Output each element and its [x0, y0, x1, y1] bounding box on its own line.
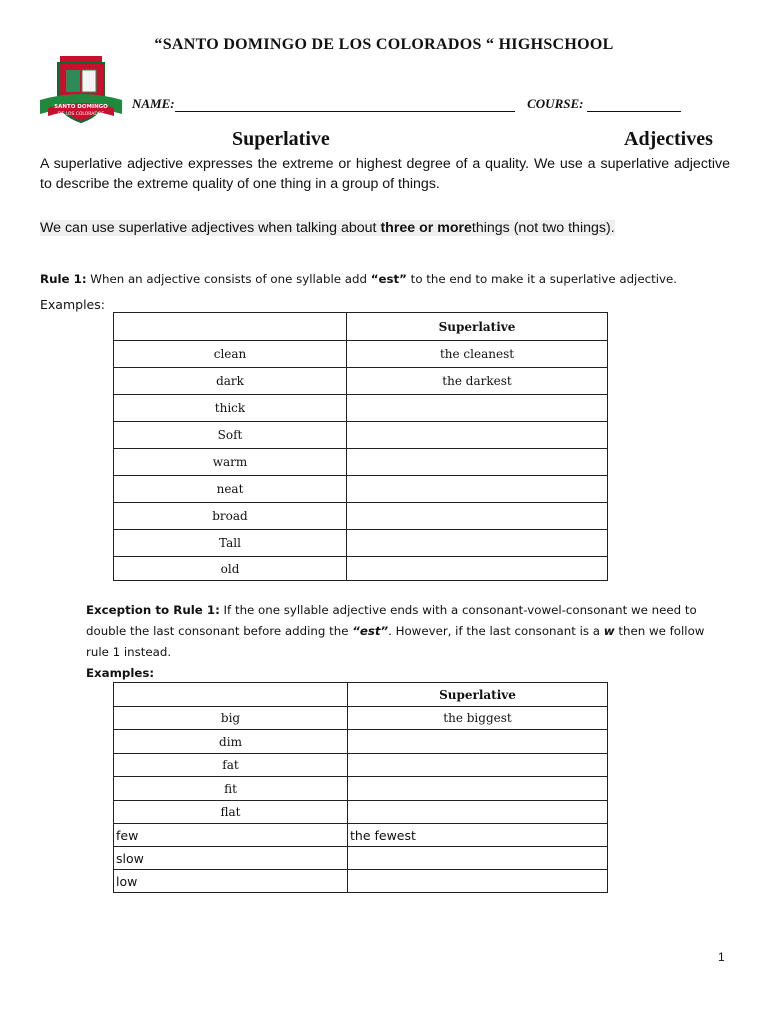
table-row [114, 503, 608, 530]
superlative-cell[interactable] [347, 395, 608, 422]
table-row [114, 707, 608, 730]
exception-est: “est” [352, 624, 389, 638]
title-right: Adjectives [624, 128, 713, 150]
adjective-cell: big [114, 707, 348, 730]
adjective-cell: few [114, 824, 348, 847]
table-row [114, 730, 608, 754]
superlative-cell[interactable]: the fewest [348, 824, 608, 847]
school-title: “SANTO DOMINGO DE LOS COLORADOS “ HIGHSCHOOL [154, 36, 614, 53]
adjective-cell: neat [114, 476, 347, 503]
page-number: 1 [718, 950, 725, 964]
intro-paragraph-2 [40, 218, 730, 238]
superlative-cell[interactable]: the biggest [348, 707, 608, 730]
svg-text:DE LOS COLORADOS: DE LOS COLORADOS [57, 112, 105, 117]
superlative-cell[interactable] [348, 777, 608, 801]
adjective-cell: flat [114, 801, 348, 824]
name-field[interactable] [175, 99, 515, 112]
intro-p2-pre: We can use superlative adjectives when talking about [40, 220, 381, 236]
superlative-cell[interactable]: the darkest [347, 368, 608, 395]
table-row [114, 368, 608, 395]
exception-w: w [603, 624, 615, 638]
rule1-examples-label: Examples: [40, 297, 105, 312]
table-row [114, 476, 608, 503]
adjective-cell: thick [114, 395, 347, 422]
school-crest-icon [38, 54, 124, 136]
superlative-cell[interactable] [347, 476, 608, 503]
rule1-text-pre: When an adjective consists of one syllable add [86, 272, 371, 286]
table-header-cell: Superlative [348, 683, 608, 707]
exception-examples-label: Examples: [86, 666, 155, 680]
adjective-cell: dark [114, 368, 347, 395]
adjective-cell: Soft [114, 422, 347, 449]
intro-p2-post: things (not two things). [471, 220, 615, 236]
intro-paragraph-1: A superlative adjective expresses the extreme or highest degree of a quality. We use a superlative adjective to describe the extreme quality of one thing in a group of things. [40, 156, 730, 192]
svg-text:SANTO DOMINGO: SANTO DOMINGO [54, 104, 108, 110]
table-row [114, 777, 608, 801]
exception-text-2: . However, if the last consonant is a [388, 624, 604, 638]
adjective-cell: slow [114, 847, 348, 870]
exception-label: Exception to Rule 1: [86, 603, 220, 617]
exception-table [113, 682, 608, 893]
table-header-cell [114, 313, 347, 341]
superlative-cell[interactable]: the cleanest [347, 341, 608, 368]
table-header-cell [114, 683, 348, 707]
exception-text-1: If the one syllable adjective ends with a consonant-vowel-consonant we need to double the last consonant before adding the [86, 603, 697, 638]
superlative-cell[interactable] [348, 754, 608, 777]
exception-text [86, 600, 726, 663]
exception-text-3: then we follow rule 1 instead. [86, 624, 705, 659]
adjective-cell: dim [114, 730, 348, 754]
superlative-cell[interactable] [347, 557, 608, 581]
adjective-cell: broad [114, 503, 347, 530]
table-row [114, 801, 608, 824]
rule1-text [40, 269, 740, 290]
table-row [114, 395, 608, 422]
adjective-cell: warm [114, 449, 347, 476]
adjective-cell: fit [114, 777, 348, 801]
table-row [114, 754, 608, 777]
superlative-cell[interactable] [347, 422, 608, 449]
course-field[interactable] [587, 99, 681, 112]
table-header-cell: Superlative [347, 313, 608, 341]
name-label: NAME: [132, 96, 175, 111]
superlative-cell[interactable] [347, 449, 608, 476]
table-row [114, 449, 608, 476]
name-course-line [132, 96, 681, 112]
school-logo [38, 54, 124, 136]
superlative-cell[interactable] [348, 847, 608, 870]
table-row [114, 341, 608, 368]
adjective-cell: Tall [114, 530, 347, 557]
adjective-cell: fat [114, 754, 348, 777]
superlative-cell[interactable] [347, 503, 608, 530]
superlative-cell[interactable] [348, 801, 608, 824]
table-row [114, 847, 608, 870]
table-row [114, 870, 608, 893]
intro-p2-bold: three or more [380, 220, 472, 236]
table-header-row [114, 313, 608, 341]
superlative-cell[interactable] [347, 530, 608, 557]
table-header-row [114, 683, 608, 707]
adjective-cell: old [114, 557, 347, 581]
rule1-table [113, 312, 608, 581]
adjective-cell: low [114, 870, 348, 893]
table-row [114, 530, 608, 557]
superlative-cell[interactable] [348, 870, 608, 893]
table-row [114, 422, 608, 449]
rule1-label: Rule 1: [40, 272, 87, 286]
rule1-est: “est” [370, 272, 407, 286]
table-row [114, 557, 608, 581]
rule1-text-post: to the end to make it a superlative adjective. [406, 272, 677, 286]
title-left: Superlative [232, 128, 330, 150]
adjective-cell: clean [114, 341, 347, 368]
superlative-cell[interactable] [348, 730, 608, 754]
course-label: COURSE: [527, 96, 584, 111]
table-row [114, 824, 608, 847]
